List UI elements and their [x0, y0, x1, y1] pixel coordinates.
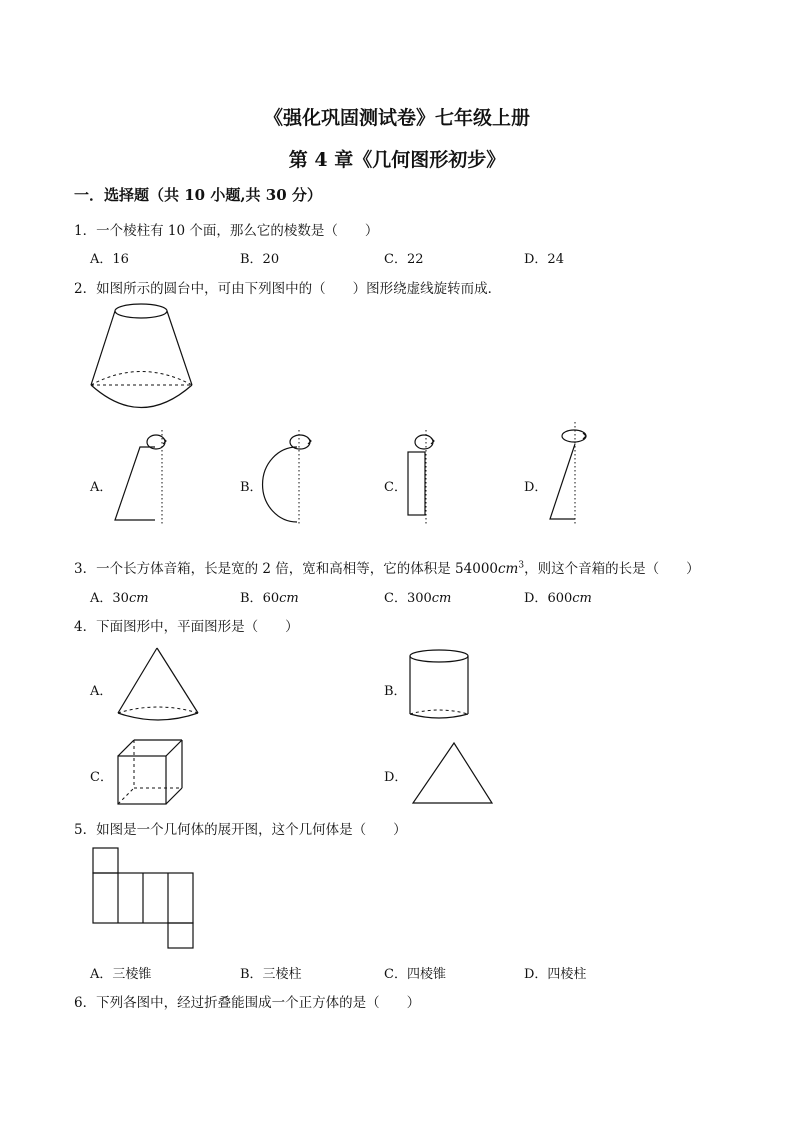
q2-option-b-figure [262, 425, 332, 525]
q3-option-b: B．60cm [240, 591, 299, 606]
q5-net-figure [90, 845, 200, 955]
q5-option-d: D．四棱柱 [524, 967, 587, 982]
q5-option-b: B．三棱柱 [240, 967, 302, 982]
q2-option-a-figure [110, 425, 180, 525]
q4-option-d-label: D． [384, 770, 408, 785]
q1-option-a: A．16 [90, 252, 129, 267]
q4-option-b-label: B． [384, 684, 407, 699]
q3-option-d: D．600cm [524, 591, 592, 606]
q4-option-d-triangle [410, 738, 500, 808]
q3-option-a: A．30cm [90, 591, 149, 606]
question-4-text: 4．下面图形中，平面图形是（ ） [74, 619, 299, 635]
q1-option-c: C．22 [384, 252, 424, 267]
q5-option-a: A．三棱锥 [90, 967, 152, 982]
q3-option-c: C．300cm [384, 591, 452, 606]
q2-option-b-label: B． [240, 480, 263, 495]
question-1-text: 1．一个棱柱有 10 个面，那么它的棱数是（ ） [74, 223, 379, 239]
chapter-title: 第 4 章《几何图形初步》 [288, 149, 506, 171]
q4-option-a-label: A． [90, 684, 113, 699]
q2-option-d-figure [545, 420, 595, 525]
q4-option-a-cone [115, 645, 205, 725]
q5-option-c: C．四棱锥 [384, 967, 446, 982]
question-2-text: 2．如图所示的圆台中，可由下列图中的（ ）图形绕虚线旋转而成． [74, 281, 502, 297]
frustum-figure [88, 300, 198, 415]
q2-option-a-label: A． [90, 480, 113, 495]
q2-option-c-label: C． [384, 480, 407, 495]
q2-option-d-label: D． [524, 480, 548, 495]
question-3-text: 3．一个长方体音箱，长是宽的 2 倍，宽和高相等，它的体积是 $54000cm^3$，则这个音箱的长是（ ） [74, 560, 700, 577]
question-6-text: 6．下列各图中，经过折叠能围成一个正方体的是（ ） [74, 995, 421, 1011]
q2-option-c-figure [404, 425, 454, 525]
q4-option-c-label: C． [90, 770, 113, 785]
section-heading: 一．选择题（共 10 小题,共 30 分） [74, 186, 322, 204]
page-title: 《强化巩固测试卷》七年级上册 [263, 107, 530, 129]
q4-option-c-cube [115, 737, 190, 812]
q4-option-b-cylinder [408, 647, 478, 727]
q1-option-b: B．20 [240, 252, 280, 267]
q1-option-d: D．24 [524, 252, 564, 267]
question-5-text: 5．如图是一个几何体的展开图，这个几何体是（ ） [74, 822, 407, 838]
